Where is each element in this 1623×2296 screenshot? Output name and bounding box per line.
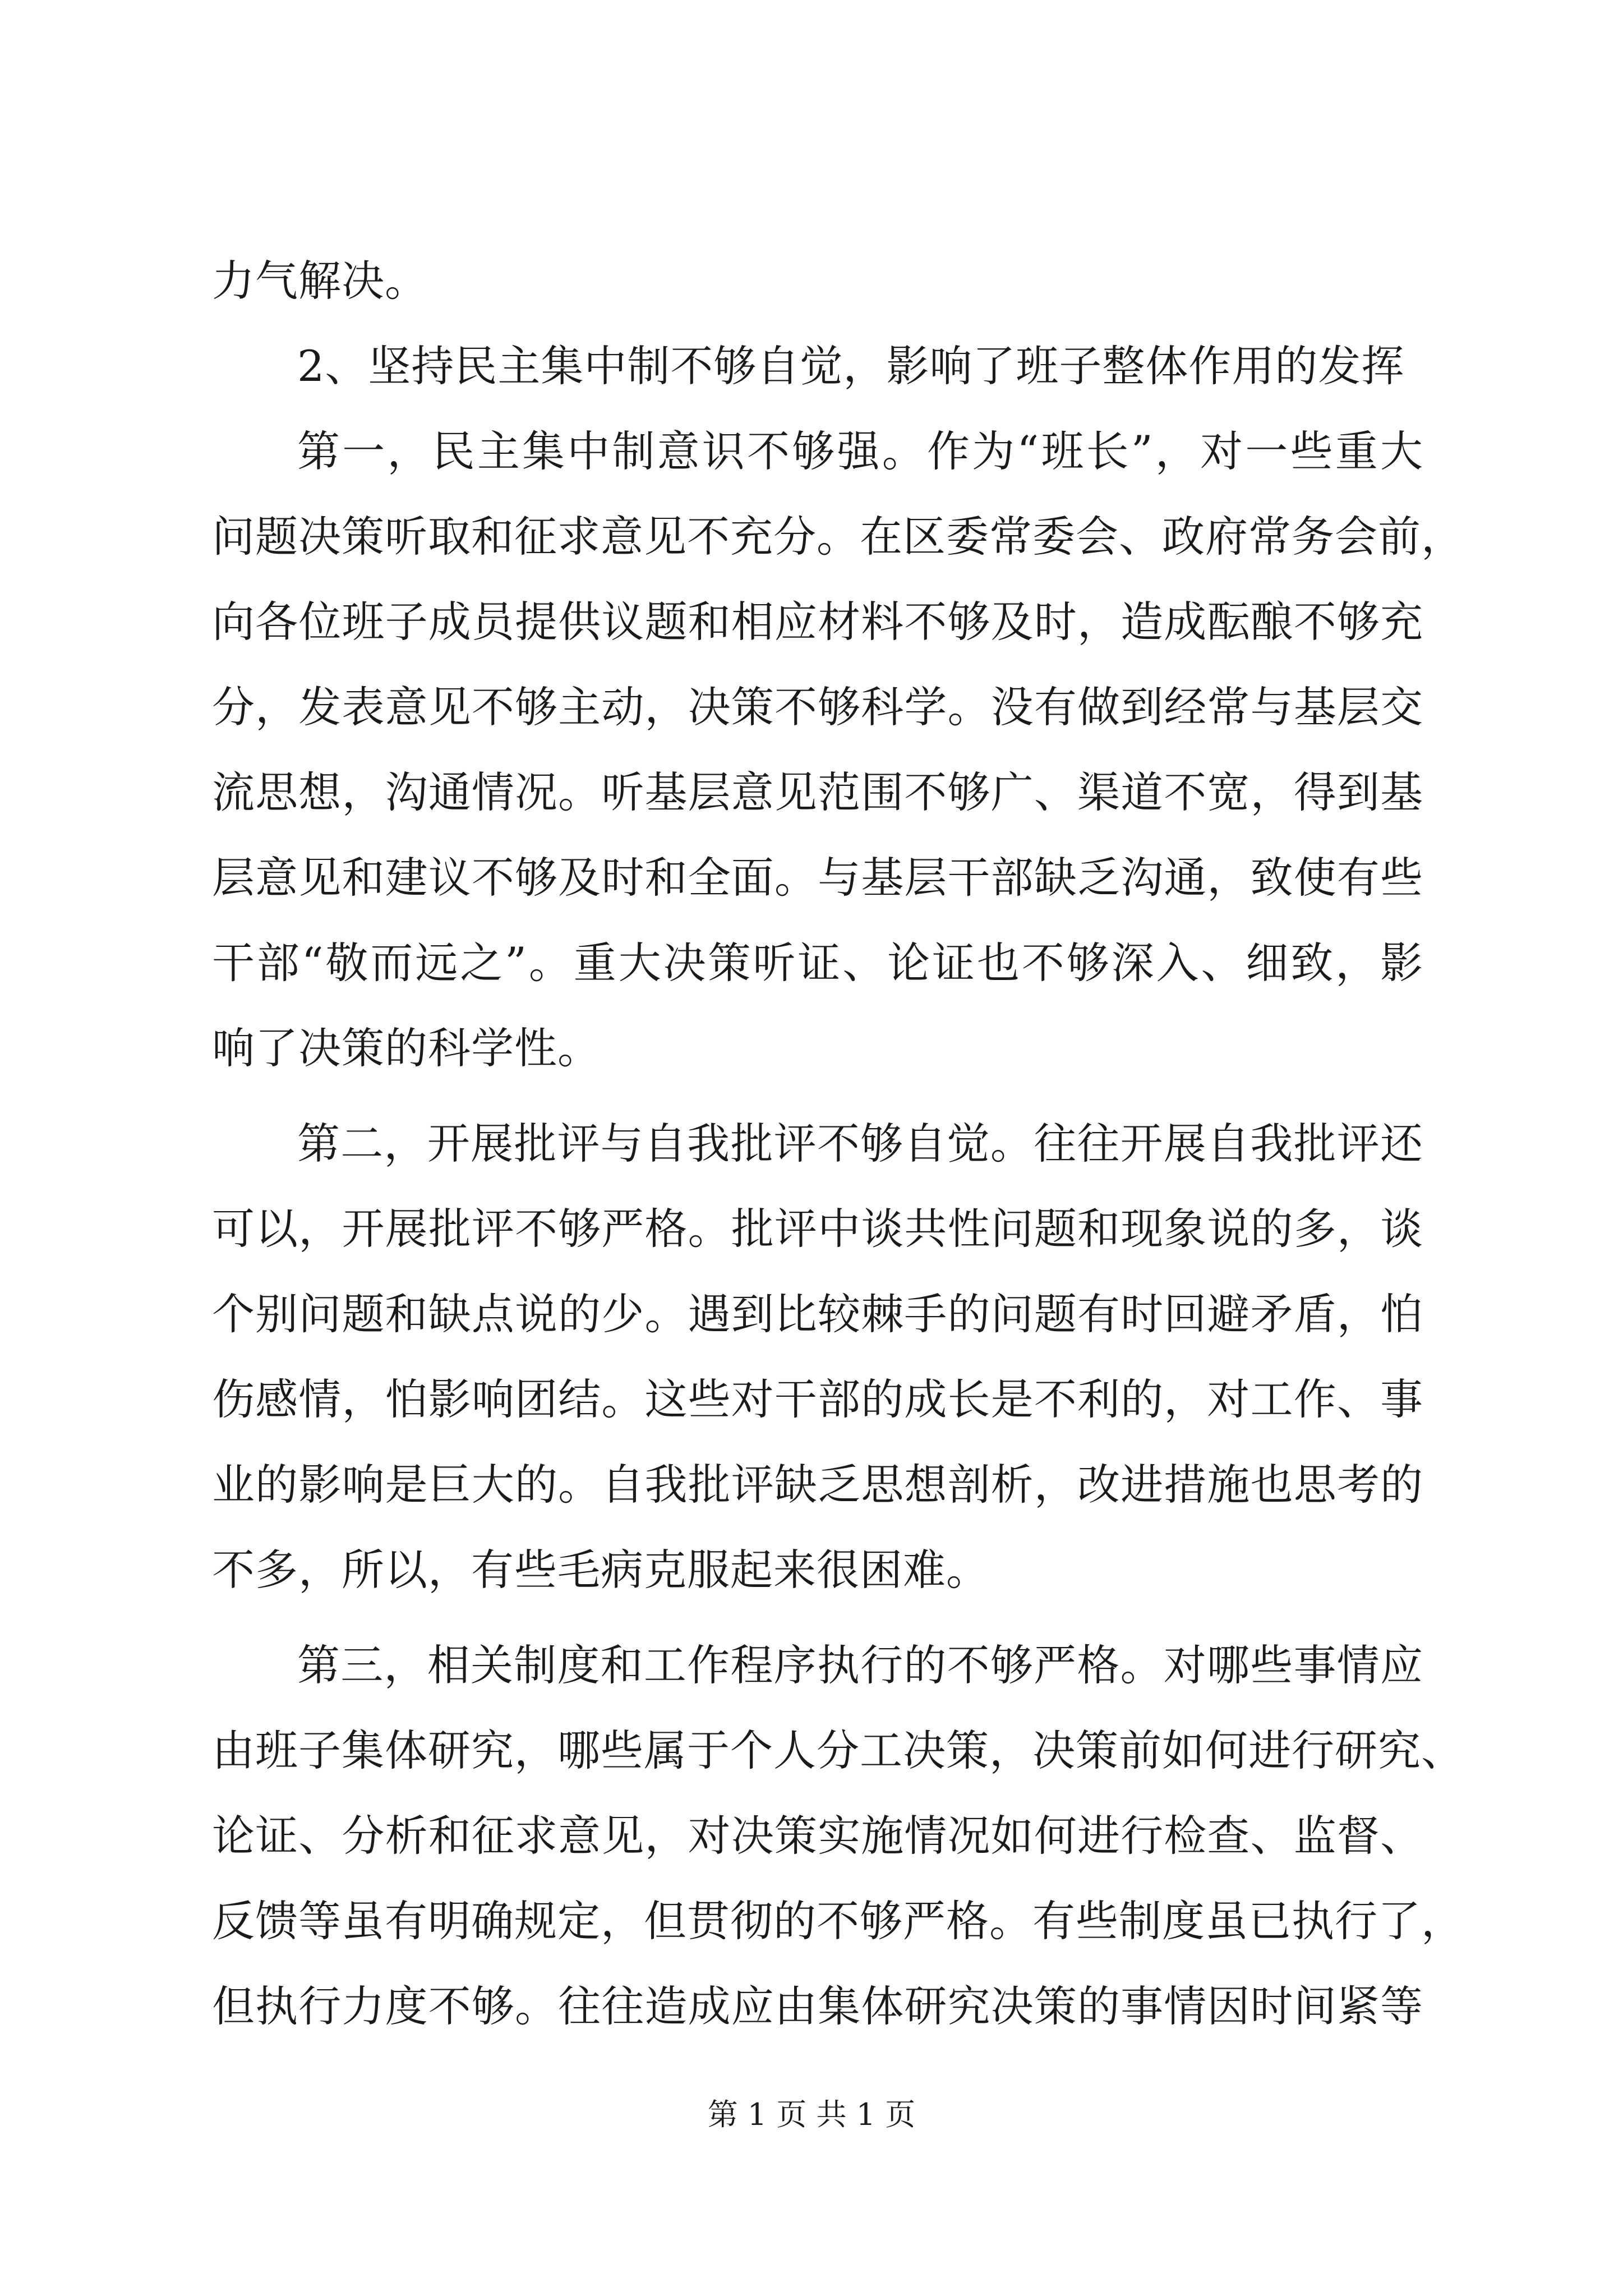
- text-line: 业的影响是巨大的。自我批评缺乏思想剖析，改进措施也思考的: [212, 1460, 1423, 1510]
- text-line: 向各位班子成员提供议题和相应材料不够及时，造成酝酿不够充: [212, 597, 1423, 647]
- text-line: 2、坚持民主集中制不够自觉，影响了班子整体作用的发挥: [297, 341, 1405, 391]
- text-line: 第一，民主集中制意识不够强。作为“班长”，对一些重大: [297, 426, 1423, 476]
- text-line: 力气解决。: [212, 256, 428, 306]
- text-line: 响了决策的科学性。: [212, 1023, 601, 1073]
- body-text: [212, 238, 1464, 2049]
- page-footer: 第 1 页 共 1 页: [707, 2097, 916, 2132]
- text-line: 论证、分析和征求意见，对决策实施情况如何进行检查、监督、: [212, 1811, 1423, 1861]
- text-line: 反馈等虽有明确规定，但贯彻的不够严格。有些制度虽已执行了，: [212, 1896, 1464, 1946]
- text-line: 流思想，沟通情况。听基层意见范围不够广、渠道不宽，得到基: [212, 767, 1423, 817]
- text-line: 但执行力度不够。往往造成应由集体研究决策的事情因时间紧等: [212, 1981, 1423, 2031]
- text-line: 个别问题和缺点说的少。遇到比较棘手的问题有时回避矛盾，怕: [212, 1289, 1423, 1339]
- text-line: 可以，开展批评不够严格。批评中谈共性问题和现象说的多，谈: [212, 1204, 1423, 1254]
- text-line: 层意见和建议不够及时和全面。与基层干部缺乏沟通，致使有些: [212, 853, 1423, 903]
- text-line: 分，发表意见不够主动，决策不够科学。没有做到经常与基层交: [212, 682, 1423, 732]
- text-line: 问题决策听取和征求意见不充分。在区委常委会、政府常务会前，: [212, 512, 1464, 562]
- text-line: 干部“敬而远之”。重大决策听证、论证也不够深入、细致，影: [212, 938, 1423, 988]
- text-line: 不多，所以，有些毛病克服起来很困难。: [212, 1545, 989, 1595]
- text-line: 第二，开展批评与自我批评不够自觉。往往开展自我批评还: [297, 1119, 1423, 1168]
- text-line: 伤感情，怕影响团结。这些对干部的成长是不利的，对工作、事: [212, 1374, 1423, 1424]
- text-line: 第三，相关制度和工作程序执行的不够严格。对哪些事情应: [297, 1640, 1423, 1690]
- text-line: 由班子集体研究，哪些属于个人分工决策，决策前如何进行研究、: [212, 1726, 1464, 1775]
